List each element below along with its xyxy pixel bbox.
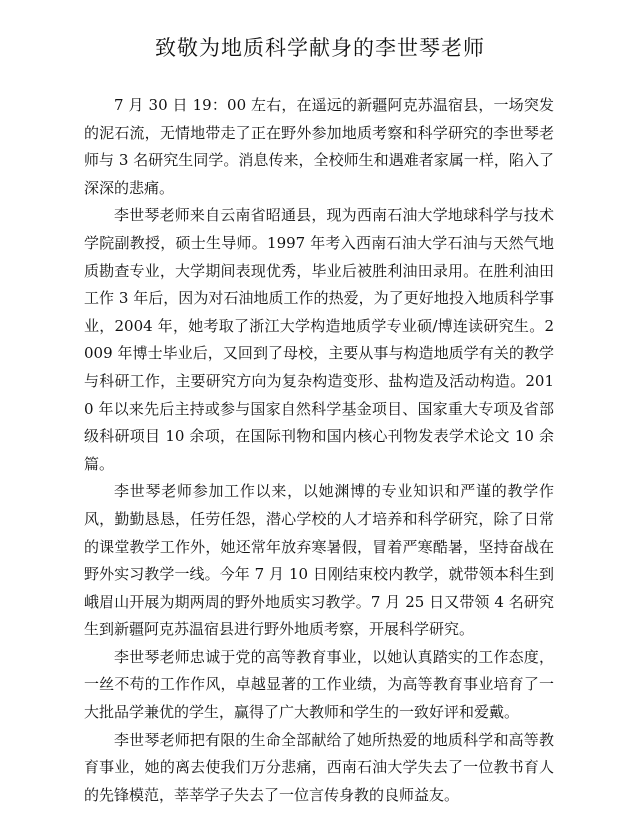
document-body [84, 92, 554, 809]
paragraph-2: 李世琴老师来自云南省昭通县，现为西南石油大学地球科学与技术学院副教授，硕士生导师。1997 年考入西南石油大学石油与天然气地质勘查专业，大学期间表现优秀，毕业后被胜利油田录用。在胜利油田工作 3 年后，因为对石油地质工作的热爱，为了更好地投入地质科学事业，2004 年，她考取了浙江大学构造地质学专业硕/博连读研究生。2009 年博士毕业后，又回到了母校，主要从事与构造地质学有关的教学与科研工作，主要研究方向为复杂构造变形、盐构造及活动构造。2010 年以来先后主持或参与国家自然科学基金项目、国家重大专项及省部级科研项目 10 余项，在国际刊物和国内核心刊物发表学术论文 10 余篇。 [84, 206, 554, 473]
paragraph-4: 李世琴老师忠诚于党的高等教育事业，以她认真踏实的工作态度，一丝不苟的工作作风，卓越显著的工作业绩，为高等教育事业培育了一大批品学兼优的学生，赢得了广大教师和学生的一致好评和爱戴。 [84, 647, 554, 722]
document-title: 致敬为地质科学献身的李世琴老师 [155, 36, 485, 60]
paragraph-1: 7 月 30 日 19：00 左右，在遥远的新疆阿克苏温宿县，一场突发的泥石流，无情地带走了正在野外参加地质考察和科学研究的李世琴老师与 3 名研究生同学。消息传来，全校师生和遇难者家属一样，陷入了深深的悲痛。 [84, 96, 554, 197]
paragraph-5: 李世琴老师把有限的生命全部献给了她所热爱的地质科学和高等教育事业，她的离去使我们万分悲痛，西南石油大学失去了一位教书育人的先锋模范，莘莘学子失去了一位言传身教的良师益友。 [84, 730, 554, 804]
paragraph-3: 李世琴老师参加工作以来，以她渊博的专业知识和严谨的教学作风，勤勤恳恳，任劳任怨，潜心学校的人才培养和科学研究，除了日常的课堂教学工作外，她还常年放弃寒暑假，冒着严寒酷暑，坚持奋战在野外实习教学一线。今年 7 月 10 日刚结束校内教学，就带领本科生到峨眉山开展为期两周的野外地质实习教学。7 月 25 日又带领 4 名研究生到新疆阿克苏温宿县进行野外地质考察，开展科学研究。 [84, 482, 554, 639]
